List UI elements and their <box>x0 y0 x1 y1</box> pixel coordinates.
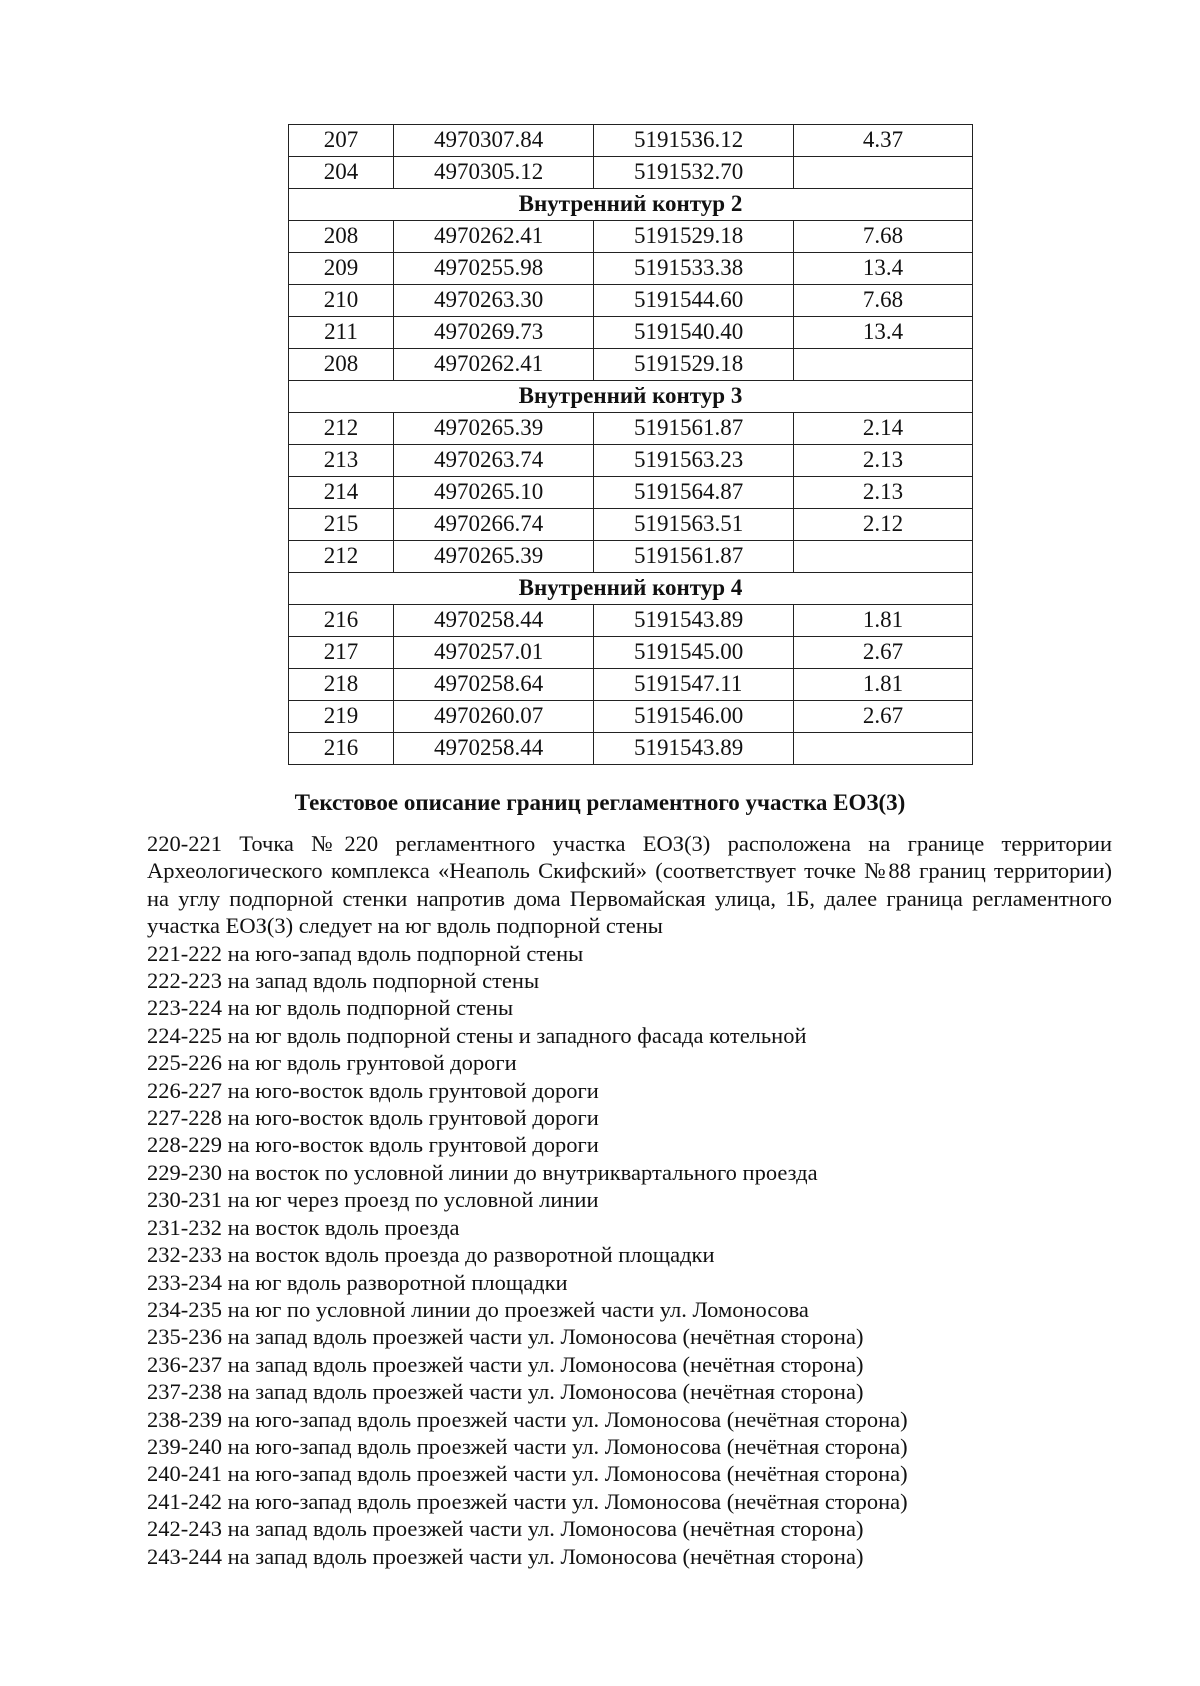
segment-length: 4.37 <box>794 125 973 157</box>
x-coordinate: 4970265.10 <box>394 477 594 509</box>
point-number: 212 <box>289 541 394 573</box>
boundary-description <box>147 830 1112 1570</box>
contour-header: Внутренний контур 3 <box>289 381 973 413</box>
x-coordinate: 4970262.41 <box>394 221 594 253</box>
point-number: 216 <box>289 605 394 637</box>
table-row <box>289 669 973 701</box>
y-coordinate: 5191529.18 <box>594 221 794 253</box>
boundary-segment-line: 230-231 на юг через проезд по условной линии <box>147 1187 599 1213</box>
coordinates-table-body <box>289 125 973 765</box>
coordinates-table <box>288 124 973 765</box>
boundary-segment-line: 241-242 на юго-запад вдоль проезжей части ул. Ломоносова (нечётная сторона) <box>147 1488 908 1514</box>
contour-header-row <box>289 381 973 413</box>
segment-length: 2.67 <box>794 701 973 733</box>
y-coordinate: 5191544.60 <box>594 285 794 317</box>
boundary-segment-line: 224-225 на юг вдоль подпорной стены и западного фасада котельной <box>147 1022 807 1048</box>
boundary-segment-line: 221-222 на юго-запад вдоль подпорной стены <box>147 940 584 966</box>
point-number: 219 <box>289 701 394 733</box>
boundary-segment-line: 238-239 на юго-запад вдоль проезжей части ул. Ломоносова (нечётная сторона) <box>147 1406 908 1432</box>
boundary-segment-line: 237-238 на запад вдоль проезжей части ул. Ломоносова (нечётная сторона) <box>147 1379 864 1405</box>
table-row <box>289 285 973 317</box>
x-coordinate: 4970255.98 <box>394 253 594 285</box>
segment-length: 13.4 <box>794 317 973 349</box>
table-row <box>289 253 973 285</box>
segment-length: 7.68 <box>794 221 973 253</box>
y-coordinate: 5191532.70 <box>594 157 794 189</box>
contour-header-row <box>289 573 973 605</box>
contour-header: Внутренний контур 4 <box>289 573 973 605</box>
y-coordinate: 5191561.87 <box>594 541 794 573</box>
x-coordinate: 4970258.44 <box>394 605 594 637</box>
x-coordinate: 4970265.39 <box>394 541 594 573</box>
contour-header: Внутренний контур 2 <box>289 189 973 221</box>
table-row <box>289 701 973 733</box>
table-row <box>289 349 973 381</box>
y-coordinate: 5191561.87 <box>594 413 794 445</box>
x-coordinate: 4970269.73 <box>394 317 594 349</box>
segment-length: 1.81 <box>794 605 973 637</box>
point-number: 215 <box>289 509 394 541</box>
boundary-lines <box>147 940 1112 1570</box>
segment-length: 1.81 <box>794 669 973 701</box>
segment-length: 13.4 <box>794 253 973 285</box>
x-coordinate: 4970263.30 <box>394 285 594 317</box>
segment-length <box>794 349 973 381</box>
table-row <box>289 413 973 445</box>
table-row <box>289 509 973 541</box>
point-number: 211 <box>289 317 394 349</box>
point-number: 216 <box>289 733 394 765</box>
y-coordinate: 5191543.89 <box>594 605 794 637</box>
table-row <box>289 221 973 253</box>
point-number: 214 <box>289 477 394 509</box>
intro-paragraph: 220-221 Точка №220 регламентного участка ЕОЗ(3) расположена на границе территории Археологического комплекса «Неаполь Скифский» (соответствует точке №88 границ территории) на углу подпорной стенки напротив дома Первомайская улица, 1Б, далее граница регламентного участка ЕОЗ(3) следует на юг вдоль подпорной стены <box>147 831 1112 939</box>
point-number: 208 <box>289 349 394 381</box>
point-number: 218 <box>289 669 394 701</box>
x-coordinate: 4970257.01 <box>394 637 594 669</box>
point-number: 204 <box>289 157 394 189</box>
point-number: 210 <box>289 285 394 317</box>
point-number: 207 <box>289 125 394 157</box>
table-row <box>289 637 973 669</box>
table-row <box>289 317 973 349</box>
x-coordinate: 4970307.84 <box>394 125 594 157</box>
x-coordinate: 4970266.74 <box>394 509 594 541</box>
contour-header-row <box>289 189 973 221</box>
table-row <box>289 605 973 637</box>
x-coordinate: 4970263.74 <box>394 445 594 477</box>
y-coordinate: 5191543.89 <box>594 733 794 765</box>
x-coordinate: 4970258.64 <box>394 669 594 701</box>
y-coordinate: 5191564.87 <box>594 477 794 509</box>
y-coordinate: 5191545.00 <box>594 637 794 669</box>
boundary-segment-line: 226-227 на юго-восток вдоль грунтовой дороги <box>147 1077 599 1103</box>
table-row <box>289 733 973 765</box>
boundary-segment-line: 228-229 на юго-восток вдоль грунтовой дороги <box>147 1132 599 1158</box>
x-coordinate: 4970260.07 <box>394 701 594 733</box>
point-number: 208 <box>289 221 394 253</box>
table-row <box>289 445 973 477</box>
y-coordinate: 5191529.18 <box>594 349 794 381</box>
segment-length: 2.12 <box>794 509 973 541</box>
boundary-segment-line: 231-232 на восток вдоль проезда <box>147 1214 460 1240</box>
boundary-segment-line: 227-228 на юго-восток вдоль грунтовой дороги <box>147 1105 599 1131</box>
x-coordinate: 4970262.41 <box>394 349 594 381</box>
boundary-segment-line: 222-223 на запад вдоль подпорной стены <box>147 968 540 994</box>
segment-length: 2.14 <box>794 413 973 445</box>
point-number: 213 <box>289 445 394 477</box>
boundary-segment-line: 229-230 на восток по условной линии до внутриквартального проезда <box>147 1159 818 1185</box>
point-number: 209 <box>289 253 394 285</box>
segment-length: 7.68 <box>794 285 973 317</box>
table-row <box>289 125 973 157</box>
y-coordinate: 5191533.38 <box>594 253 794 285</box>
y-coordinate: 5191563.23 <box>594 445 794 477</box>
segment-length: 2.13 <box>794 477 973 509</box>
segment-length: 2.13 <box>794 445 973 477</box>
point-number: 212 <box>289 413 394 445</box>
y-coordinate: 5191540.40 <box>594 317 794 349</box>
x-coordinate: 4970265.39 <box>394 413 594 445</box>
y-coordinate: 5191536.12 <box>594 125 794 157</box>
segment-length <box>794 157 973 189</box>
segment-length <box>794 541 973 573</box>
segment-length <box>794 733 973 765</box>
table-row <box>289 157 973 189</box>
y-coordinate: 5191547.11 <box>594 669 794 701</box>
y-coordinate: 5191563.51 <box>594 509 794 541</box>
boundary-segment-line: 223-224 на юг вдоль подпорной стены <box>147 995 514 1021</box>
boundary-segment-line: 236-237 на запад вдоль проезжей части ул. Ломоносова (нечётная сторона) <box>147 1351 864 1377</box>
segment-length: 2.67 <box>794 637 973 669</box>
section-title: Текстовое описание границ регламентного участка ЕОЗ(3) <box>294 790 906 815</box>
boundary-segment-line: 242-243 на запад вдоль проезжей части ул. Ломоносова (нечётная сторона) <box>147 1516 864 1542</box>
boundary-segment-line: 243-244 на запад вдоль проезжей части ул. Ломоносова (нечётная сторона) <box>147 1543 864 1569</box>
boundary-segment-line: 233-234 на юг вдоль разворотной площадки <box>147 1269 568 1295</box>
y-coordinate: 5191546.00 <box>594 701 794 733</box>
table-row <box>289 541 973 573</box>
point-number: 217 <box>289 637 394 669</box>
boundary-segment-line: 240-241 на юго-запад вдоль проезжей части ул. Ломоносова (нечётная сторона) <box>147 1461 908 1487</box>
boundary-segment-line: 235-236 на запад вдоль проезжей части ул. Ломоносова (нечётная сторона) <box>147 1324 864 1350</box>
boundary-segment-line: 232-233 на восток вдоль проезда до разворотной площадки <box>147 1242 715 1268</box>
boundary-segment-line: 239-240 на юго-запад вдоль проезжей части ул. Ломоносова (нечётная сторона) <box>147 1433 908 1459</box>
x-coordinate: 4970305.12 <box>394 157 594 189</box>
boundary-segment-line: 234-235 на юг по условной линии до проезжей части ул. Ломоносова <box>147 1296 809 1322</box>
boundary-segment-line: 225-226 на юг вдоль грунтовой дороги <box>147 1050 517 1076</box>
x-coordinate: 4970258.44 <box>394 733 594 765</box>
table-row <box>289 477 973 509</box>
